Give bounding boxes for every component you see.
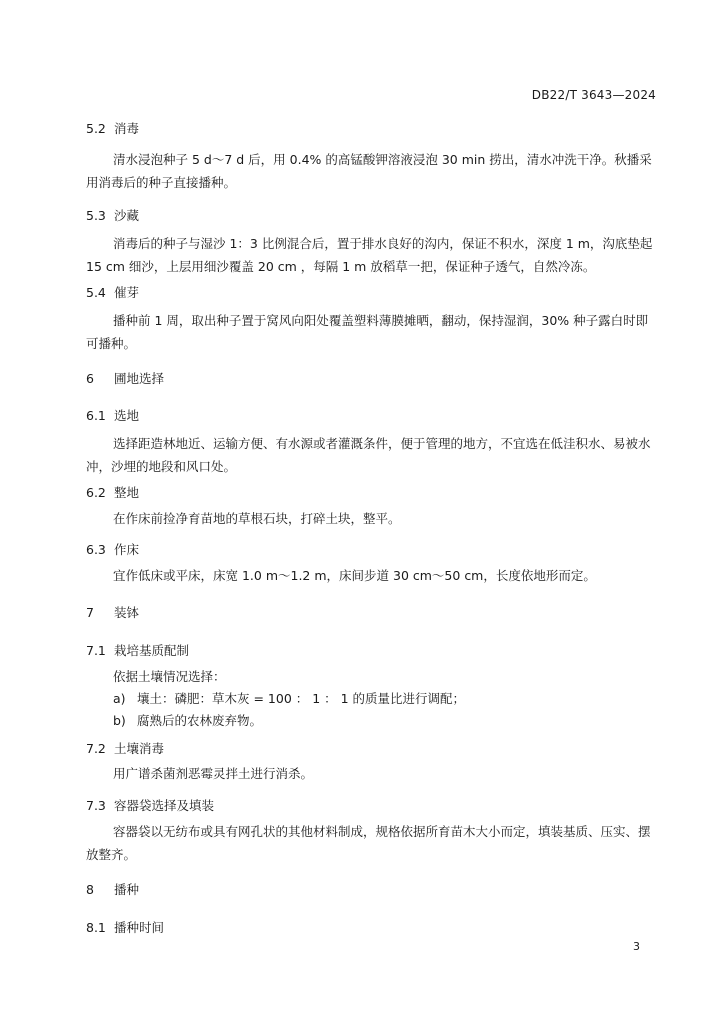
heading-title: 整地	[114, 485, 140, 500]
list-marker: a)	[113, 691, 126, 706]
paragraph-text: 宜作低床或平床，床宽 1.0 m～1.2 m，床间步道 30 cm～50 cm，长度依地形而定。	[113, 568, 596, 583]
heading-number: 5.2	[86, 121, 106, 136]
heading-6-1	[86, 406, 656, 424]
heading-6-3	[86, 540, 656, 558]
heading-number: 7.2	[86, 741, 106, 756]
heading-title: 播种	[114, 882, 140, 897]
heading-7	[86, 603, 656, 621]
heading-number: 8	[86, 882, 94, 897]
paragraph-text: 在作床前捡净育苗地的草根石块，打碎土块，整平。	[113, 511, 401, 526]
heading-title: 栽培基质配制	[114, 643, 190, 658]
heading-title: 土壤消毒	[114, 741, 165, 756]
heading-7-1	[86, 641, 656, 659]
heading-title: 播种时间	[114, 920, 165, 935]
heading-title: 作床	[114, 542, 140, 557]
list-item-text: 腐熟后的农林废弃物。	[137, 713, 263, 728]
paragraph-5-2	[86, 148, 656, 194]
heading-title: 选地	[114, 408, 140, 423]
page-number: 3	[633, 940, 640, 953]
heading-title: 催芽	[114, 285, 140, 300]
heading-number: 6	[86, 371, 94, 386]
heading-title: 沙藏	[114, 208, 140, 223]
paragraph-7-3	[86, 820, 656, 866]
heading-5-4	[86, 283, 656, 301]
heading-number: 7.3	[86, 798, 106, 813]
heading-title: 消毒	[114, 121, 140, 136]
heading-7-2	[86, 739, 656, 757]
list-item-text: 壤土：磷肥：草木灰 = 100 ： 1 ： 1 的质量比进行调配；	[137, 691, 466, 706]
paragraph-text: 清水浸泡种子 5 d～7 d 后，用 0.4% 的高锰酸钾溶液浸泡 30 min 捞出，清水冲洗干净。秋播采用消毒后的种子直接播种。	[86, 152, 652, 190]
heading-number: 7.1	[86, 643, 106, 658]
paragraph-6-3	[86, 564, 656, 587]
heading-6-2	[86, 483, 656, 501]
paragraph-6-2	[86, 507, 656, 530]
paragraph-text: 消毒后的种子与湿沙 1：3 比例混合后，置于排水良好的沟内，保证不积水，深度 1 m，沟底垫起 15 cm 细沙，上层用细沙覆盖 20 cm ，每隔 1 m 放稻草一把，保证种子透气，自然冷冻。	[86, 236, 653, 274]
paragraph-5-3	[86, 232, 656, 278]
list-marker: b)	[113, 713, 126, 728]
heading-number: 5.4	[86, 285, 106, 300]
paragraph-text: 容器袋以无纺布或具有网孔状的其他材料制成，规格依据所育苗木大小而定，填装基质、压实、摆放整齐。	[86, 824, 651, 862]
heading-title: 装钵	[114, 605, 140, 620]
heading-number: 8.1	[86, 920, 106, 935]
heading-7-3	[86, 796, 656, 814]
paragraph-text: 用广谱杀菌剂恶霉灵拌土进行消杀。	[113, 766, 314, 781]
paragraph-5-4	[86, 309, 656, 355]
heading-number: 5.3	[86, 208, 106, 223]
heading-number: 7	[86, 605, 94, 620]
heading-6	[86, 369, 656, 387]
paragraph-text: 依据土壤情况选择：	[113, 669, 226, 684]
heading-8	[86, 880, 656, 898]
document-code: DB22/T 3643—2024	[531, 88, 656, 102]
paragraph-7-1	[86, 665, 656, 732]
paragraph-6-1	[86, 432, 656, 478]
heading-5-3	[86, 206, 656, 224]
list-item	[86, 688, 656, 710]
paragraph-7-2	[86, 762, 656, 785]
paragraph-text: 选择距造林地近、运输方便、有水源或者灌溉条件，便于管理的地方，不宜选在低洼积水、易被水冲，沙埋的地段和风口处。	[86, 436, 651, 474]
paragraph-text: 播种前 1 周，取出种子置于窝风向阳处覆盖塑料薄膜摊晒，翻动，保持湿润，30% 种子露白时即可播种。	[86, 313, 649, 351]
list-item	[86, 710, 656, 732]
heading-title: 容器袋选择及填装	[114, 798, 215, 813]
heading-number: 6.3	[86, 542, 106, 557]
heading-8-1	[86, 918, 656, 936]
heading-5-2	[86, 119, 656, 137]
heading-number: 6.2	[86, 485, 106, 500]
heading-title: 圃地选择	[114, 371, 165, 386]
heading-number: 6.1	[86, 408, 106, 423]
